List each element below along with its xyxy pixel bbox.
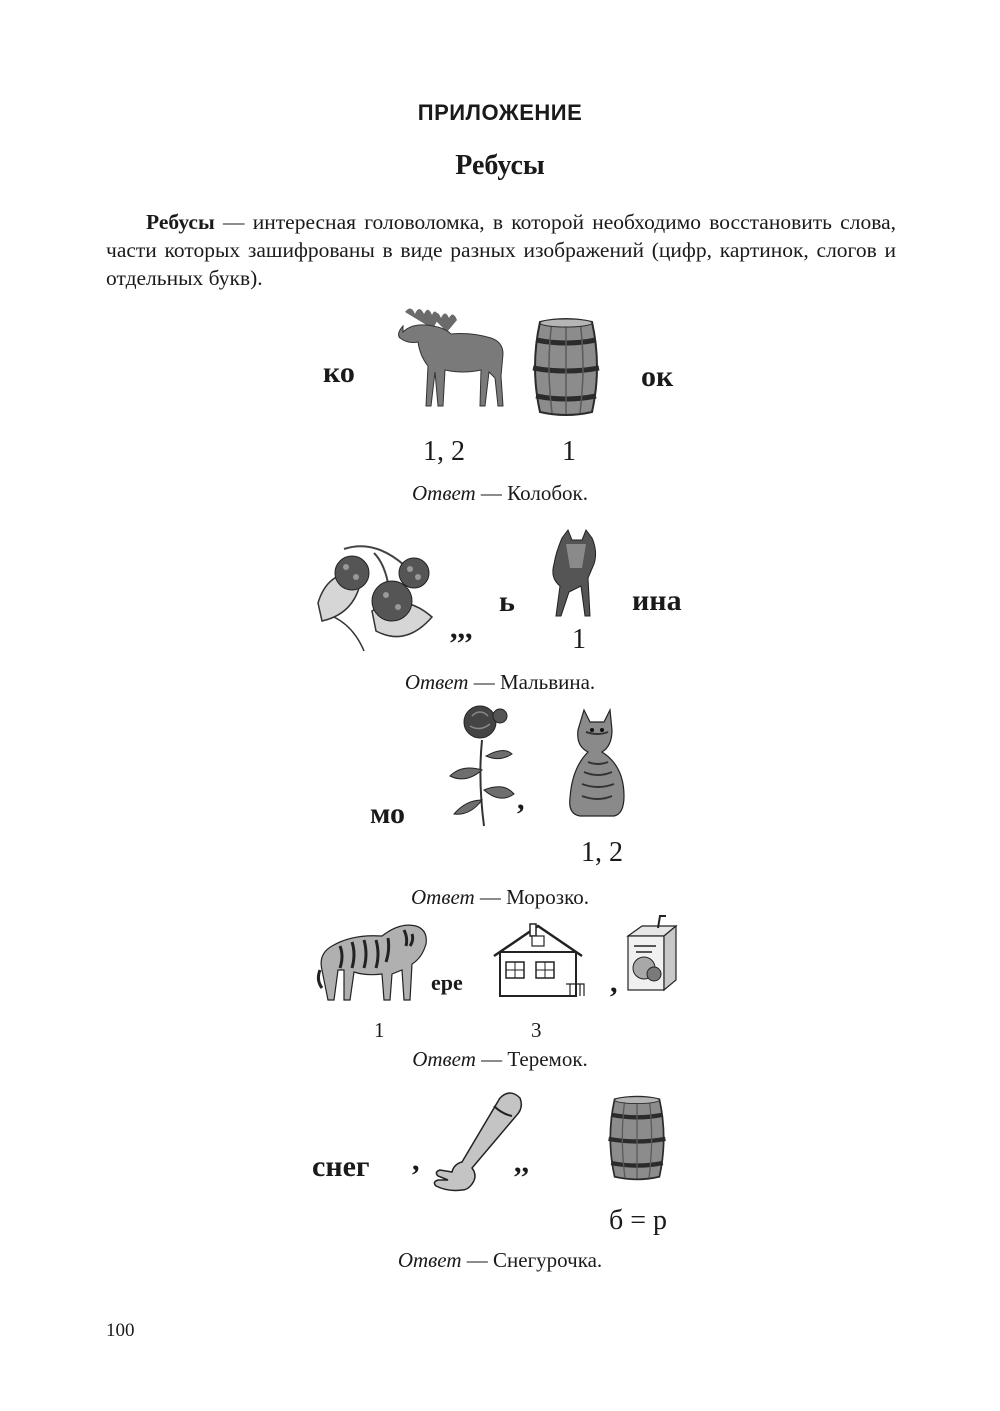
page-title: Ребусы <box>455 150 545 181</box>
rebus5-answer <box>0 1248 1000 1273</box>
intro-term: Ребусы <box>146 210 215 234</box>
rebus2-commas: ,,, <box>450 612 473 645</box>
answer-text: — Мальвина. <box>468 670 596 694</box>
cat-icon <box>562 706 626 818</box>
page-number: 100 <box>106 1320 135 1341</box>
rebus2-wolf-number: 1 <box>572 624 586 655</box>
rebus5-syllable-left: снег <box>312 1150 370 1183</box>
rebus5-comma-left: , <box>412 1144 420 1177</box>
wolf-icon <box>542 530 610 618</box>
answer-label: Ответ <box>411 885 475 909</box>
house-icon <box>490 922 588 1000</box>
rebus1-syllable-right: ок <box>641 360 674 393</box>
answer-label: Ответ <box>412 481 476 505</box>
rebus3-cat-number: 1, 2 <box>581 837 623 868</box>
answer-label: Ответ <box>397 1248 462 1272</box>
raspberry-icon <box>314 543 436 651</box>
rebus2-syllable-right: ина <box>632 584 682 617</box>
rebus4-house-number: 3 <box>531 1018 542 1042</box>
rebus4-tiger-number: 1 <box>374 1018 385 1042</box>
barrel-icon <box>530 318 602 416</box>
rebus4-answer <box>0 1047 1000 1072</box>
rebus1-syllable-left: ко <box>323 356 355 389</box>
intro-text: — интересная головоломка, в которой необходимо восстановить слова, части которых зашифрованы в виде разных изображений (цифр, картинок, слогов и отдельных букв). <box>106 210 896 290</box>
rebus1-answer <box>0 481 1000 506</box>
arm-icon <box>430 1090 526 1194</box>
moose-icon <box>395 302 510 410</box>
answer-text: — Теремок. <box>475 1047 588 1071</box>
answer-label: Ответ <box>404 670 469 694</box>
rebus4-syllable-mid: ере <box>431 970 463 995</box>
answer-text: — Колобок. <box>475 481 588 505</box>
rebus5-commas-right: ,, <box>514 1146 529 1179</box>
tiger-icon <box>316 912 428 1002</box>
rebus1-moose-number: 1, 2 <box>423 436 465 467</box>
juice-box-icon <box>624 914 684 992</box>
rebus3-syllable-left: мо <box>370 797 406 830</box>
rebus2-answer <box>0 670 1000 695</box>
answer-label: Ответ <box>412 1047 476 1071</box>
rebus5-substitution: б = р <box>609 1205 668 1236</box>
rebus2-syllable-mid: ь <box>499 585 515 618</box>
intro-paragraph <box>106 208 896 292</box>
rebus4-comma: , <box>610 966 618 999</box>
answer-text: — Снегурочка. <box>461 1248 603 1272</box>
answer-text: — Морозко. <box>474 885 589 909</box>
rose-icon <box>442 700 520 828</box>
rebus1-barrel-number: 1 <box>562 436 576 467</box>
appendix-header: ПРИЛОЖЕНИЕ <box>417 100 583 125</box>
barrel-icon <box>606 1092 668 1184</box>
rebus3-comma: , <box>517 783 525 816</box>
rebus3-answer <box>0 885 1000 910</box>
